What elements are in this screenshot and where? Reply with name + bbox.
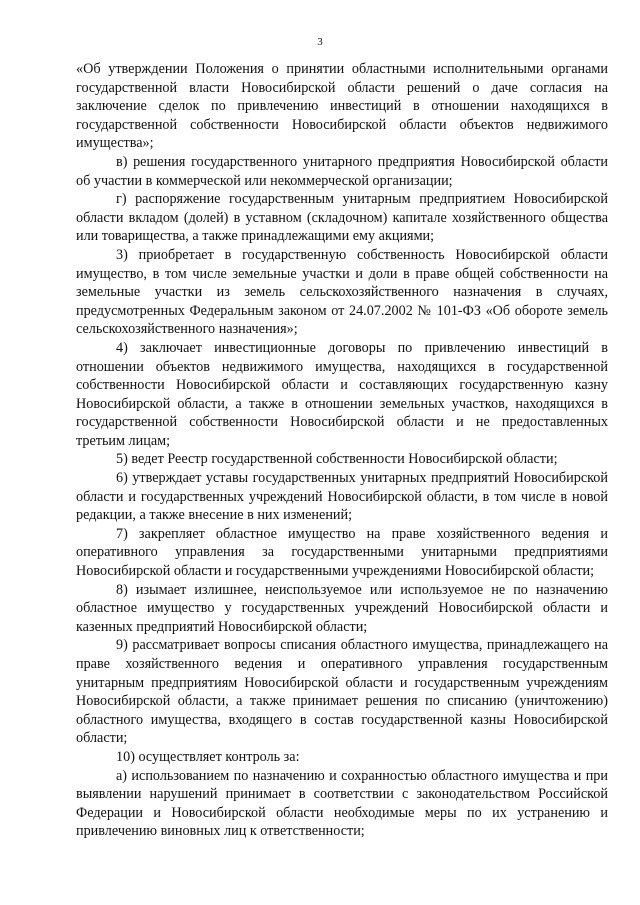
paragraph-item-3: 3) приобретает в государственную собственность Новосибирской области имущество, в том числе земельные участки и доли в праве общей собственности на земельные участки из земель сельскохозяйственного назначения в случаях, предусмотренных Федеральным законом от 24.07.2002 № 101-ФЗ «Об обороте земель сельскохозяйственного назначения»; — [76, 246, 608, 338]
page-number: 3 — [317, 36, 323, 48]
paragraph-item-5: 5) ведет Реестр государственной собственности Новосибирской области; — [116, 451, 558, 468]
paragraph-item-10a: а) использованием по назначению и сохранностью областного имущества и при выявлении нарушений принимает в соответствии с законодательством Российской Федерации и Новосибирской области необходимые меры по их устранению и привлечению виновных лиц к ответственности; — [76, 767, 608, 840]
paragraph-item-g: г) распоряжение государственным унитарным предприятием Новосибирской области вкладом (долей) в уставном (складочном) капитале хозяйственного общества или товарищества, а также принадлежащими ему акциями; — [76, 191, 608, 245]
paragraph-item-7: 7) закрепляет областное имущество на праве хозяйственного ведения и оперативного управления за государственными унитарными предприятиями Новосибирской области и государственными учреждениями Новосибирской области; — [76, 525, 608, 580]
paragraph-item-v: в) решения государственного унитарного предприятия Новосибирской области об участии в коммерческой или некоммерческой организации; — [76, 153, 608, 189]
paragraph-item-10: 10) осуществляет контроль за: — [116, 748, 300, 765]
paragraph-item-6: 6) утверждает уставы государственных унитарных предприятий Новосибирской области и государственных учреждений Новосибирской области, в том числе в новой редакции, а также внесение в них изменений; — [76, 470, 608, 524]
document-body — [76, 60, 608, 841]
paragraph-intro-continuation: «Об утверждении Положения о принятии областными исполнительными органами государственной власти Новосибирской области решений о даче согласия на заключение сделок по привлечению инвестиций в отношении находящихся в государственной собственности Новосибирской области объектов недвижимого имущества»; — [76, 61, 608, 152]
paragraph-item-4: 4) заключает инвестиционные договоры по привлечению инвестиций в отношении объектов недвижимого имущества, находящихся в государственной собственности Новосибирской области и составляющих государственную казну Новосибирской области, а также в отношении земельных участков, находящихся в государственной собственности Новосибирской области и не предоставленных третьим лицам; — [76, 339, 608, 449]
paragraph-item-9: 9) рассматривает вопросы списания областного имущества, принадлежащего на праве хозяйственного ведения и оперативного управления государственным унитарным предприятиям Новосибирской области и государственным учреждениям Новосибирской области, а также принимает решения по списанию (уничтожению) областного имущества, входящего в состав государственной казны Новосибирской области; — [76, 637, 608, 747]
paragraph-item-8: 8) изымает излишнее, неиспользуемое или используемое не по назначению областное имущество у государственных учреждений Новосибирской области и казенных предприятий Новосибирской области; — [76, 581, 608, 635]
